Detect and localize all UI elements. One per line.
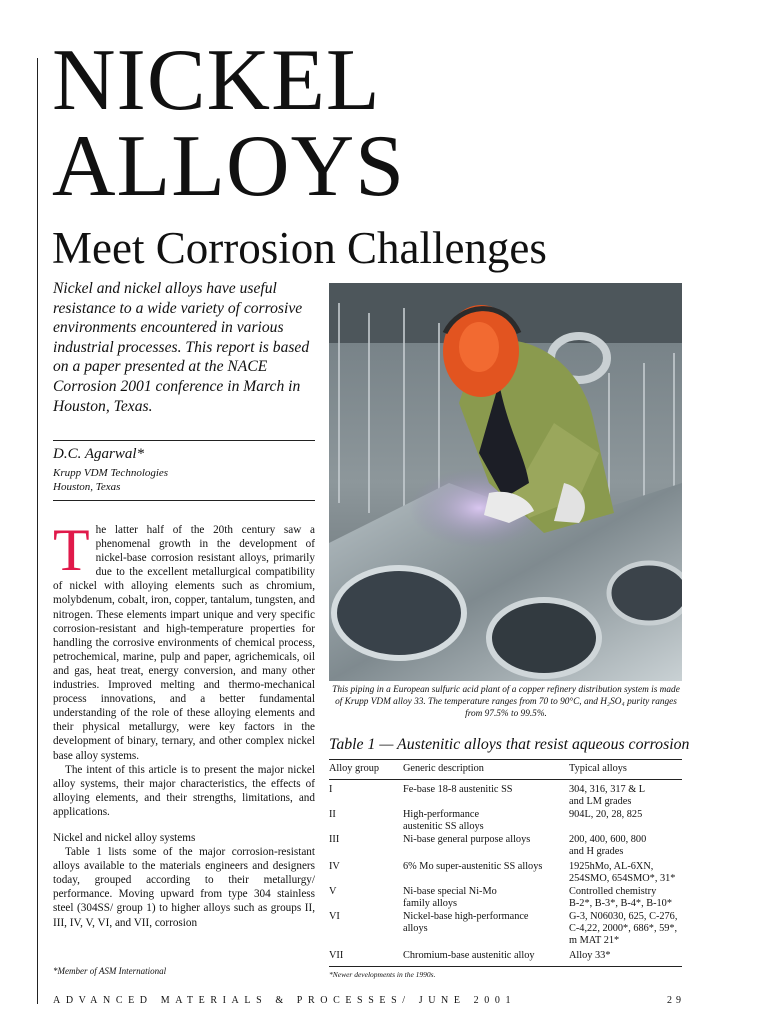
table-title: Table 1 — Austenitic alloys that resist aqueous corrosion <box>329 736 690 753</box>
table-cell-desc <box>403 950 569 962</box>
table-cell-desc <box>403 784 569 809</box>
desc-line: Chromium-base austenitic alloy <box>403 950 535 962</box>
table-header-cell: Generic description <box>403 763 484 775</box>
paragraph-1-text: he latter half of the 20th century saw a phenomenal growth in the development of nickel-base corrosion resistant alloys, primarily due to the excellent metallurgical compatibility of nickel with alloying elements such as chromium, molybdenum, cobalt, iron, copper, tantalum, tungsten, and nitrogen. These elements impart unique and very specific corrosion-resistant and high-temperature properties for handling the corrosive environments of chemical process, petrochemical, marine, pulp and paper, agrichemicals, oil and gas, heat treat, energy conversion, and many other industries. Improved melting and thermo-mechanical process innovations, and a better fundamental understanding of the role of these alloying elements and their physical metallurgy, were key factors in the development of binary, ternary, and other complex nickel base alloy systems. <box>53 524 315 762</box>
desc-line: Nickel-base high-performance <box>403 910 529 922</box>
intro-deck: Nickel and nickel alloys have useful resistance to a wide variety of corrosive environments encountered in various industrial processes. This report is based on a paper presented at the NACE Corrosion 2001 conference in March in Houston, Texas. <box>53 280 310 415</box>
author-affiliation <box>53 466 168 494</box>
table-cell-alloys <box>569 950 682 962</box>
article-body <box>53 517 315 930</box>
desc-line: alloys <box>403 923 428 935</box>
left-vertical-rule <box>37 58 38 1004</box>
alloy-line: G-3, N06030, 625, C-276, <box>569 910 678 922</box>
table-cell-group: VI <box>329 910 340 922</box>
table-cell-alloys <box>569 834 682 859</box>
table-row <box>329 886 682 911</box>
table-row <box>329 911 682 948</box>
welder-photo <box>329 283 682 681</box>
drop-cap: T <box>53 517 90 583</box>
photo-illustration <box>329 283 682 681</box>
table-cell-desc <box>403 911 569 948</box>
paragraph-2: The intent of this article is to present the major nickel alloy systems, their major characteristics, the effects of alloying elements, and their strengths, limitations, and applications. <box>53 763 315 818</box>
table-cell-alloys <box>569 886 682 911</box>
headline <box>52 32 406 215</box>
table-cell-alloys <box>569 784 682 809</box>
table-cell-alloys <box>569 861 682 886</box>
alloy-line: and LM grades <box>569 796 632 808</box>
table-header-row <box>329 760 682 779</box>
table-header-cell: Typical alloys <box>569 763 627 775</box>
running-footer: ADVANCED MATERIALS & PROCESSES/ JUNE 2001 <box>53 995 517 1006</box>
alloy-line: 904L, 20, 28, 825 <box>569 808 643 820</box>
table-cell-alloys <box>569 911 682 948</box>
alloy-table <box>329 760 682 963</box>
desc-line: Ni-base special Ni-Mo <box>403 885 497 897</box>
table-cell-desc <box>403 809 569 834</box>
table-cell-group: II <box>329 808 336 820</box>
page-number: 29 <box>667 995 685 1006</box>
table-cell-desc <box>403 886 569 911</box>
table-header-rule <box>329 779 682 780</box>
alloy-line: C-4,22, 2000*, 686*, 59*, <box>569 923 678 935</box>
table-row <box>329 834 682 859</box>
alloy-line: 254SMO, 654SMO*, 31* <box>569 873 676 885</box>
desc-line: 6% Mo super-austenitic SS alloys <box>403 861 543 873</box>
author-name: D.C. Agarwal* <box>53 446 144 462</box>
desc-line: Fe-base 18-8 austenitic SS <box>403 784 513 795</box>
author-location: Houston, Texas <box>53 481 121 493</box>
headline-line-1: NICKEL <box>52 32 381 129</box>
alloy-line: m MAT 21* <box>569 935 620 947</box>
table-cell-group: IV <box>329 861 340 873</box>
photo-caption: This piping in a European sulfuric acid plant of a copper refinery distribution system is made of Krupp VDM alloy 33. The temperature ranges from 70 to 90°C, and H₂SO₄ purity ranges from 97.5% to 99.5%. <box>332 685 680 720</box>
headline-line-2: ALLOYS <box>52 118 406 215</box>
table-bottom-rule <box>329 966 682 967</box>
table-cell-desc <box>403 861 569 886</box>
table-cell-group: III <box>329 833 340 845</box>
table-cell-group: I <box>329 784 333 795</box>
desc-line: High-performance <box>403 808 480 820</box>
intro-divider <box>53 440 315 441</box>
table-cell-desc <box>403 834 569 859</box>
table-cell-group: VII <box>329 950 344 962</box>
alloy-line: 304, 316, 317 & L <box>569 784 646 795</box>
alloy-line: B-2*, B-3*, B-4*, B-10* <box>569 898 672 910</box>
table-row <box>329 861 682 886</box>
desc-line: Ni-base general purpose alloys <box>403 833 531 845</box>
author-footnote: *Member of ASM International <box>53 966 167 976</box>
author-org: Krupp VDM Technologies <box>53 467 169 479</box>
table-row <box>329 950 682 962</box>
table-header-cell: Alloy group <box>329 763 380 775</box>
author-divider <box>53 500 315 501</box>
table-row <box>329 784 682 809</box>
desc-line: family alloys <box>403 898 458 910</box>
paragraph-3: Table 1 lists some of the major corrosion-resistant alloys available to the materials engineers and designers today, grouped according to their metallurgy/ performance. Moving upward from type 304 stainless steel (304SS/ group 1) to higher alloys such as groups II, III, IV, V, VI, and VII, corrosion <box>53 846 315 929</box>
desc-line: austenitic SS alloys <box>403 821 484 833</box>
table-row <box>329 809 682 834</box>
table-footnote: *Newer developments in the 1990s. <box>329 970 436 979</box>
paragraph-1 <box>53 517 315 763</box>
table-cell-alloys <box>569 809 682 834</box>
alloy-line: Alloy 33* <box>569 950 611 962</box>
alloy-line: Controlled chemistry <box>569 885 657 897</box>
table-cell-group: V <box>329 885 337 897</box>
alloy-line: 1925hMo, AL-6XN, <box>569 861 654 873</box>
alloy-line: and H grades <box>569 846 624 858</box>
section-heading: Nickel and nickel alloy systems <box>53 831 196 844</box>
alloy-line: 200, 400, 600, 800 <box>569 833 647 845</box>
subheadline: Meet Corrosion Challenges <box>52 223 547 273</box>
